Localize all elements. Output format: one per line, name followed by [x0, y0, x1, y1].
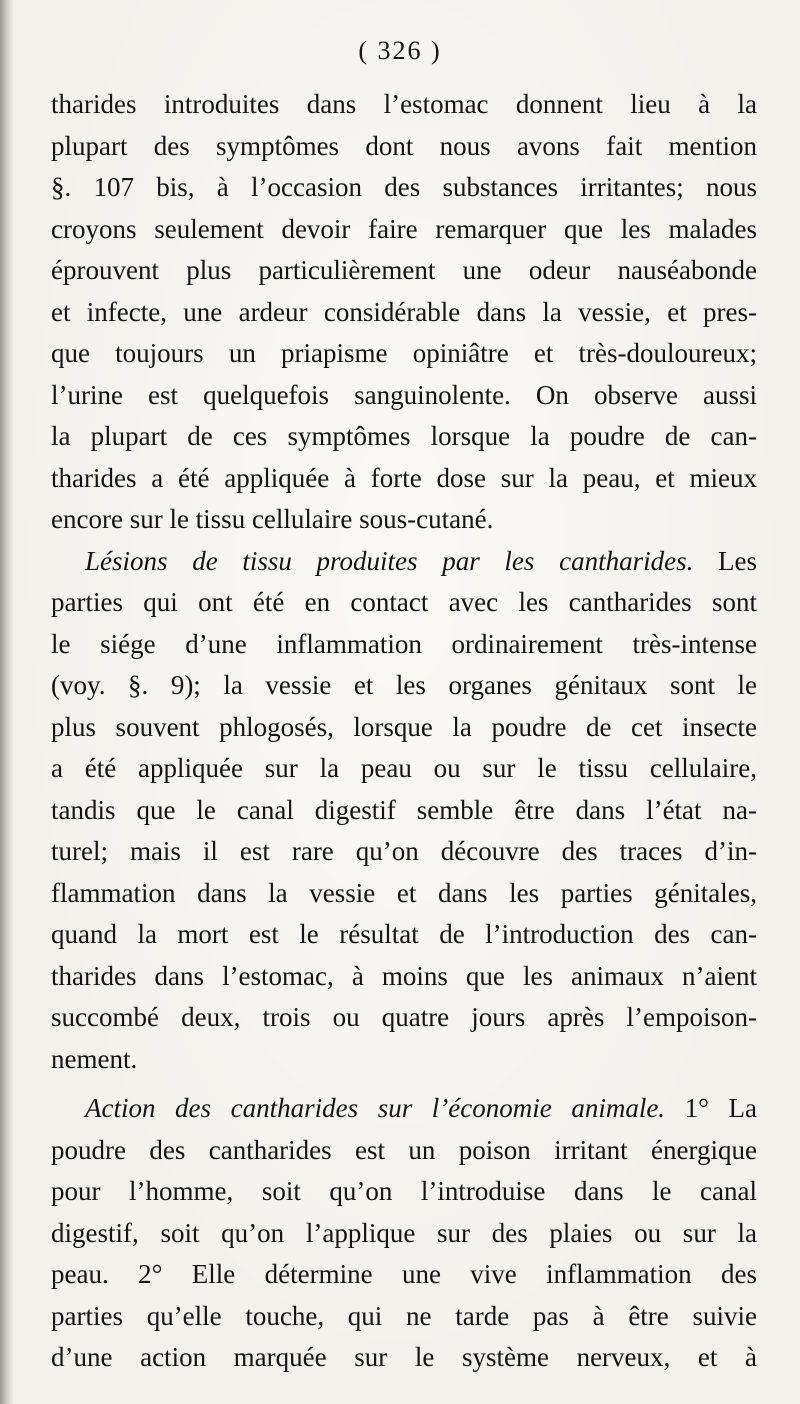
- text-fragment: 1° La: [684, 1093, 758, 1123]
- text-line: tharides introduites dans l’estomac donnent lieu à la: [51, 89, 757, 119]
- text-line: tharides dans l’estomac, à moins que les animaux n’aient: [51, 960, 757, 991]
- text-line: quand la mort est le résultat de l’introduction des can-: [51, 919, 757, 949]
- paragraph-first-line: [51, 541, 757, 583]
- text-line: (voy. §. 9); la vessie et les organes génitaux sont le: [51, 670, 757, 700]
- page-gutter-shadow: [0, 0, 14, 1404]
- text-line: nement.: [51, 1043, 138, 1074]
- text-line: croyons seulement devoir faire remarquer que les malades: [51, 213, 757, 244]
- section-heading: Lésions de tissu produites par les cantharides.: [85, 545, 694, 576]
- text-line: encore sur le tissu cellulaire sous-cutané.: [51, 504, 494, 534]
- text-line: parties qu’elle touche, qui ne tarde pas à être suivie: [51, 1300, 757, 1331]
- text-line: turel; mais il est rare qu’on découvre des traces d’in-: [51, 836, 757, 866]
- text-line: et infecte, une ardeur considérable dans la vessie, et pres-: [51, 296, 757, 327]
- text-line: parties qui ont été en contact avec les cantharides sont: [51, 587, 757, 617]
- text-line: éprouvent plus particulièrement une odeur nauséabonde: [51, 255, 757, 285]
- text-line: d’une action marquée sur le système nerveux, et à: [51, 1342, 757, 1372]
- text-line: tandis que le canal digestif semble être dans l’état na-: [51, 794, 757, 825]
- text-line: le siége d’une inflammation ordinairement très-intense: [51, 628, 757, 659]
- text-line: que toujours un priapisme opiniâtre et très-douloureux;: [51, 338, 757, 368]
- text-line: tharides a été appliquée à forte dose sur la peau, et mieux: [51, 462, 757, 493]
- section-heading: Action des cantharides sur l’économie animale.: [85, 1093, 666, 1123]
- body-text: [51, 84, 757, 1379]
- text-line: pour l’homme, soit qu’on l’introduise dans le canal: [51, 1176, 757, 1206]
- paragraph-first-line: [51, 1088, 757, 1130]
- text-line: flammation dans la vessie et dans les parties génitales,: [51, 877, 757, 908]
- text-line: l’urine est quelquefois sanguinolente. On observe aussi: [51, 379, 757, 410]
- text-fragment: Les: [718, 545, 757, 576]
- text-line: la plupart de ces symptômes lorsque la poudre de can-: [51, 421, 757, 451]
- text-line: succombé deux, trois ou quatre jours après l’empoison-: [51, 1002, 757, 1032]
- text-line: peau. 2° Elle détermine une vive inflammation des: [51, 1259, 757, 1289]
- text-line: plupart des symptômes dont nous avons fait mention: [51, 130, 757, 161]
- text-line: a été appliquée sur la peau ou sur le tissu cellulaire,: [51, 753, 757, 783]
- paragraph-gap: [51, 1080, 757, 1088]
- text-line: digestif, soit qu’on l’applique sur des plaies ou sur la: [51, 1217, 757, 1248]
- text-line: plus souvent phlogosés, lorsque la poudre de cet insecte: [51, 711, 757, 742]
- text-line: poudre des cantharides est un poison irritant énergique: [51, 1134, 757, 1165]
- page-number: ( 326 ): [358, 36, 442, 65]
- text-line: §. 107 bis, à l’occasion des substances irritantes; nous: [51, 172, 757, 202]
